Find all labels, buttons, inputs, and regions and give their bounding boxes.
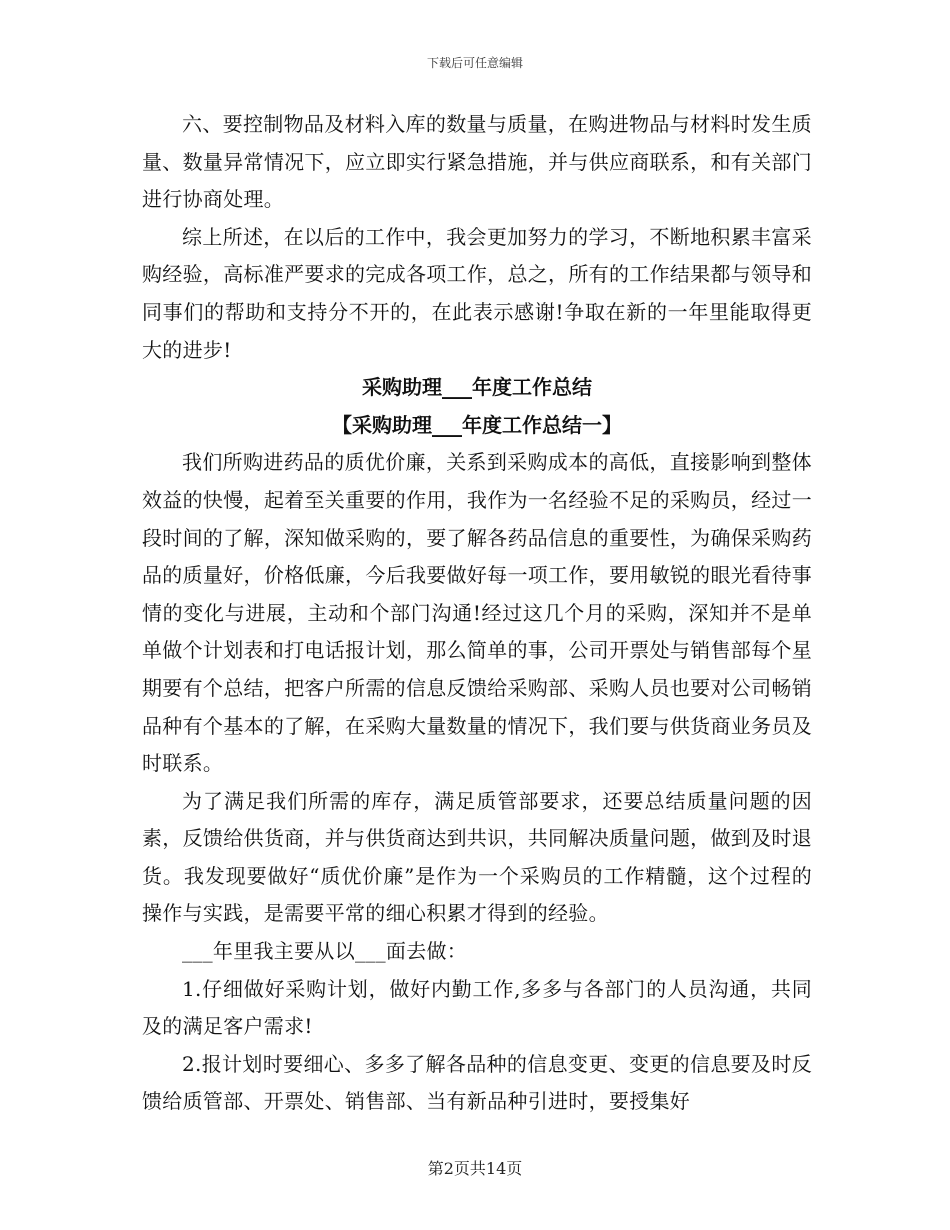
paragraph-summary: 综上所述，在以后的工作中，我会更加努力的学习，不断地积累丰富采购经验，高标准严要求的完成各项工作，总之，所有的工作结果都与领导和同事们的帮助和支持分不开的，在此表示感谢!争取在新的一年里能取得更大的进步! [142, 224, 812, 362]
paragraph-intro: 我们所购进药品的质优价廉，关系到采购成本的高低，直接影响到整体效益的快慢，起着至关重要的作用，我作为一名经验不足的采购员，经过一段时间的了解，深知做采购的，要了解各药品信息的重要性，为确保采购药品的质量好，价格低廉，今后我要做好每一项工作，要用敏锐的眼光看待事情的变化与进展，主动和个部门沟通!经过这几个月的采购，深知并不是单单做个计划表和打电话报计划，那么简单的事，公司开票处与销售部每个星期要有个总结，把客户所需的信息反馈给采购部、采购人员也要对公司畅销品种有个基本的了解，在采购大量数量的情况下，我们要与供货商业务员及时联系。 [142, 450, 812, 776]
paragraph-point-2: 2.报计划时要细心、多多了解各品种的信息变更、变更的信息要及时反馈给质管部、开票处、销售部、当有新品种引进时，要授集好 [142, 1051, 812, 1114]
document-title: 采购助理___年度工作总结 [362, 375, 592, 400]
document-body [142, 106, 812, 1121]
paragraph-inventory: 为了满足我们所需的库存，满足质管部要求，还要总结质量问题的因素，反馈给供货商，并与供货商达到共识，共同解决质量问题，做到及时退货。我发现要做好“质优价廉”是作为一个采购员的工作精髓，这个过程的操作与实践，是需要平常的细心积累才得到的经验。 [142, 788, 812, 926]
document-subtitle: 【采购助理___年度工作总结一】 [332, 412, 622, 437]
paragraph-plan-heading: ___年里我主要从以___面去做： [182, 939, 468, 964]
paragraph-item-six: 六、要控制物品及材料入库的数量与质量，在购进物品与材料时发生质量、数量异常情况下，应立即实行紧急措施，并与供应商联系，和有关部门进行协商处理。 [142, 112, 812, 212]
paragraph-point-1: 1.仔细做好采购计划，做好内勤工作,多多与各部门的人员沟通，共同及的满足客户需求! [142, 976, 812, 1039]
page-number: 第2页共14页 [427, 1159, 523, 1178]
page-header-note: 下载后可任意编辑 [426, 56, 523, 70]
